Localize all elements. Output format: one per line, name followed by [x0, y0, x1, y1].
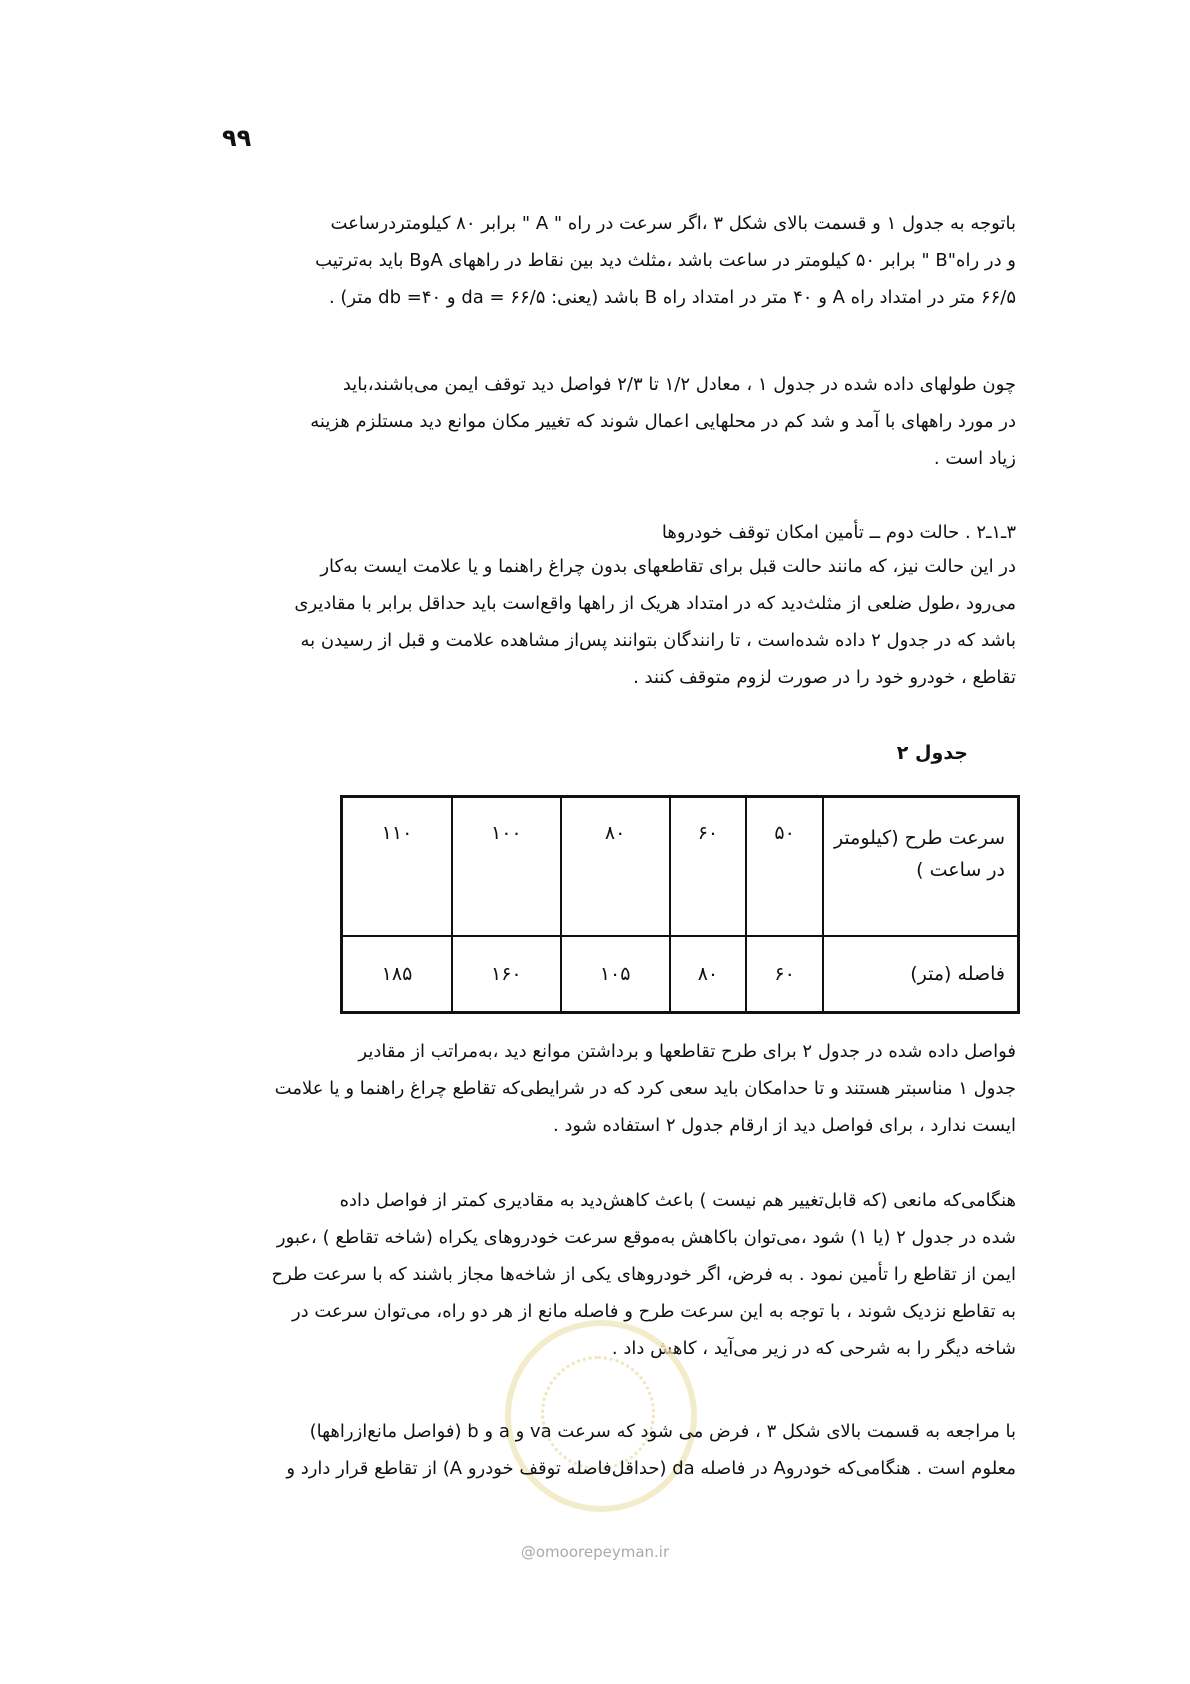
table-cell: ۸۰: [670, 936, 747, 1013]
section-heading: ۳ـ۱ـ۲ . حالت دوم ــ تأمین امکان توقف خودروها: [661, 522, 1016, 543]
table-cell: ۱۶۰: [452, 936, 561, 1013]
table-caption: جدول ۲: [896, 742, 968, 764]
row-label-line: فاصله (متر): [910, 963, 1005, 985]
paragraph-line: زیاد است .: [933, 448, 1016, 469]
paragraph-line: جدول ۱ مناسبتر هستند و تا حدامکان باید سعی کرد که در شرایطی‌که تقاطع چراغ راهنما و یا علامت: [274, 1078, 1016, 1099]
paragraph-line: چون طولهای داده شده در جدول ۱ ، معادل ۱/۲ تا ۲/۳ فواصل دید توقف ایمن می‌باشند،باید: [342, 374, 1016, 395]
table-cell: ۸۰: [561, 797, 670, 937]
paragraph-line: فواصل داده شده در جدول ۲ برای طرح تقاطعها و برداشتن موانع دید ،به‌مراتب از مقادیر: [358, 1041, 1016, 1062]
paragraph-line: و در راه"B " برابر ۵۰ کیلومتر در ساعت باشد ،مثلث دید بین نقاط در راههای AوB باید به‌ترتیب: [315, 250, 1016, 271]
paragraph-line: شده در جدول ۲ (یا ۱) شود ،می‌توان باکاهش به‌موقع سرعت خودروهای یکراه (شاخه تقاطع ) ،عبور: [276, 1227, 1016, 1248]
paragraph-line: می‌رود ،طول ضلعی از مثلث‌دید که در امتداد هریک از راهها واقع‌است باید حداقل برابر با مقادیری: [294, 593, 1016, 614]
watermark-text: @omoorepeyman.ir: [520, 1543, 670, 1561]
table-cell: ۱۰۰: [452, 797, 561, 937]
table-cell: ۶۰: [670, 797, 747, 937]
paragraph-2: [216, 366, 1016, 477]
paragraph-line: تقاطع ، خودرو خود را در صورت لزوم متوقف کنند .: [633, 667, 1016, 688]
paragraph-line: ایمن از تقاطع را تأمین نمود . به فرض، اگر خودروهای یکی از شاخه‌ها مجاز باشند که با سرعت طرح: [271, 1264, 1016, 1285]
paragraph-6: [216, 1413, 1016, 1487]
row-label-line: سرعت طرح (کیلومتر: [833, 827, 1005, 849]
row-label-line: در ساعت ): [916, 859, 1005, 881]
page-number: ۹۹: [222, 124, 252, 152]
row-label: [823, 797, 1019, 937]
speed-distance-table: [340, 795, 1020, 1014]
table-cell: ۱۰۵: [561, 936, 670, 1013]
paragraph-line: هنگامی‌که مانعی (که قابل‌تغییر هم نیست ) باعث کاهش‌دید به مقادیری کمتر از فواصل داده: [339, 1190, 1016, 1211]
paragraph-line: ایست ندارد ، برای فواصل دید از ارقام جدول ۲ استفاده شود .: [552, 1115, 1016, 1136]
table-row: [342, 936, 1019, 1013]
row-label: [823, 936, 1019, 1013]
table-cell: ۱۱۰: [342, 797, 452, 937]
table-cell: ۵۰: [746, 797, 823, 937]
paragraph-line: به تقاطع نزدیک شوند ، با توجه به این سرعت طرح و فاصله مانع از هر دو راه، می‌توان سرعت در: [291, 1301, 1016, 1322]
table-row: [342, 797, 1019, 937]
table-cell: ۱۸۵: [342, 936, 452, 1013]
paragraph-line: شاخه دیگر را به شرحی که در زیر می‌آید ، کاهش داد .: [611, 1338, 1016, 1359]
paragraph-line: باتوجه به جدول ۱ و قسمت بالای شکل ۳ ،اگر سرعت در راه " A " برابر ۸۰ کیلومتردرساعت: [330, 213, 1016, 234]
paragraph-3: [216, 548, 1016, 696]
paragraph-line: در این حالت نیز، که مانند حالت قبل برای تقاطعهای بدون چراغ راهنما و یا علامت ایست به‌کار: [320, 556, 1016, 577]
paragraph-line: ۶۶/۵ متر در امتداد راه A و ۴۰ متر در امتداد راه B باشد (یعنی: da = ۶۶/۵ و db =۴۰ متر) .: [328, 287, 1016, 308]
paragraph-line: در مورد راههای با آمد و شد کم در محلهایی اعمال شوند که تغییر مکان موانع دید مستلزم هزینه: [310, 411, 1016, 432]
table-cell: ۶۰: [746, 936, 823, 1013]
paragraph-4: [216, 1033, 1016, 1144]
paragraph-line: باشد که در جدول ۲ داده شده‌است ، تا رانندگان بتوانند پس‌از مشاهده علامت و قبل از رسیدن به: [300, 630, 1016, 651]
paragraph-1: [216, 205, 1016, 316]
paragraph-line: معلوم است . هنگامی‌که خودروA در فاصله da (حداقل‌فاصله توقف خودرو A) از تقاطع قرار دارد و: [286, 1458, 1016, 1479]
paragraph-line: با مراجعه به قسمت بالای شکل ۳ ، فرض می شود که سرعت va و a و b (فواصل مانع‌ازراهها): [309, 1421, 1016, 1442]
